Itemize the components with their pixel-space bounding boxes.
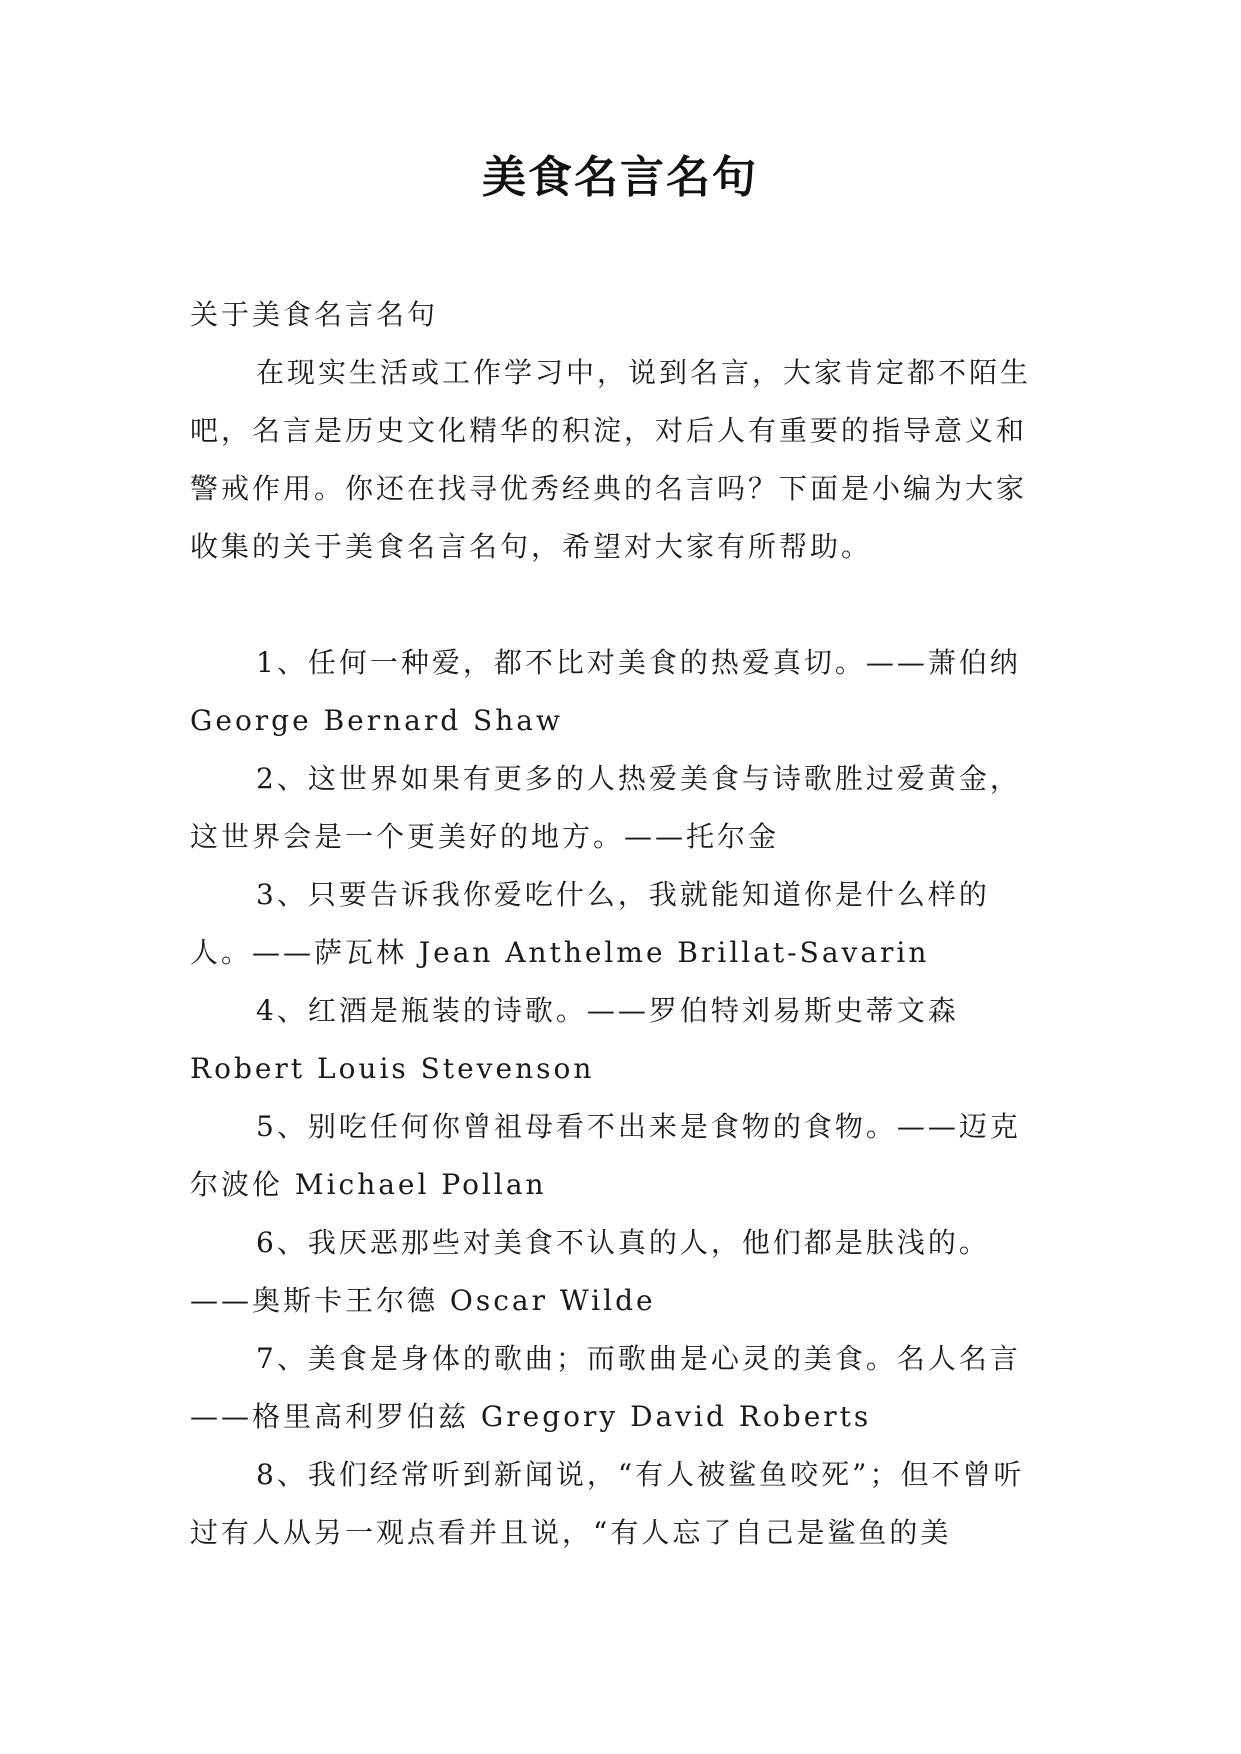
document-body <box>190 286 1050 1562</box>
quote-item: 3、只要告诉我你爱吃什么，我就能知道你是什么样的人。——萨瓦林 Jean Anthelme Brillat-Savarin <box>190 878 990 969</box>
quote-item: 8、我们经常听到新闻说，“有人被鲨鱼咬死”；但不曾听过有人从另一观点看并且说，“有人忘了自己是鲨鱼的美 <box>190 1458 1025 1549</box>
quote-item: 5、别吃任何你曾祖母看不出来是食物的食物。——迈克尔波伦 Michael Pollan <box>190 1110 1021 1201</box>
document-subtitle: 关于美食名言名句 <box>190 298 439 331</box>
quote-item: 1、任何一种爱，都不比对美食的热爱真切。——萧伯纳 George Bernard Shaw <box>190 646 1021 737</box>
document-title: 美食名言名句 <box>482 152 758 203</box>
intro-paragraph: 在现实生活或工作学习中，说到名言，大家肯定都不陌生吧，名言是历史文化精华的积淀，对后人有重要的指导意义和警戒作用。你还在找寻优秀经典的名言吗？下面是小编为大家收集的关于美食名言名句，希望对大家有所帮助。 <box>190 356 1032 563</box>
quote-item: 6、我厌恶那些对美食不认真的人，他们都是肤浅的。——奥斯卡王尔德 Oscar Wilde <box>190 1226 990 1317</box>
quote-item: 7、美食是身体的歌曲；而歌曲是心灵的美食。名人名言 ——格里高利罗伯兹 Gregory David Roberts <box>190 1342 1021 1433</box>
quote-item: 2、这世界如果有更多的人热爱美食与诗歌胜过爱黄金，这世界会是一个更美好的地方。——托尔金 <box>190 762 1021 853</box>
quote-item: 4、红酒是瓶装的诗歌。——罗伯特刘易斯史蒂文森 Robert Louis Stevenson <box>190 994 959 1085</box>
paragraph-gap <box>190 576 1050 634</box>
